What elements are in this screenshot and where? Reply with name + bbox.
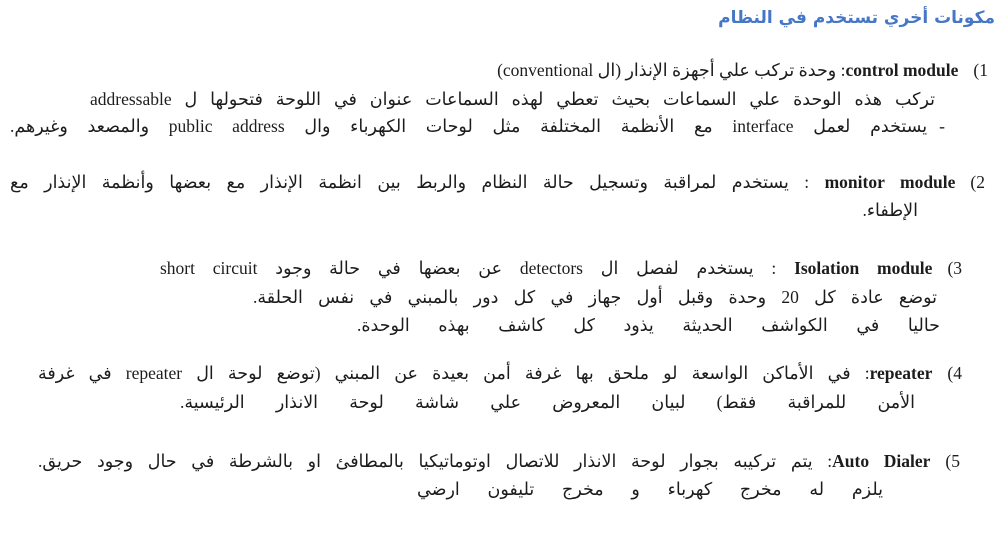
item-5-term: Auto Dialer: [832, 451, 931, 471]
item-4-continuation-line: الأمن للمراقبة فقط) لبيان المعروض علي شاشة لوحة الانذار الرئيسية.: [180, 392, 915, 412]
item-4-text: : في الأماكن الواسعة لو ملحق بها غرفة أمن بعيدة عن المبني (توضع لوحة ال repeater في غرفة: [38, 363, 870, 383]
item-3-continuation-line: توضع عادة كل 20 وحدة وقبل أول جهاز في كل دور بالمبني في نفس الحلقة.: [253, 287, 937, 307]
item-4-number: (4: [947, 363, 962, 383]
document-title: مكونات أخري تستخدم في النظام: [718, 8, 995, 28]
item-1-heading-line: [497, 58, 988, 82]
item-1-text: : وحدة تركب علي أجهزة الإنذار (ال conventional): [497, 60, 846, 80]
item-3-text: : يستخدم لفصل ال detectors عن بعضها في حالة وجود short circuit: [160, 258, 795, 278]
item-2-term: monitor module: [824, 172, 956, 192]
item-4-heading-line: [38, 361, 962, 385]
item-2-heading-line: [10, 170, 985, 194]
item-1-bullet-line: [10, 114, 945, 138]
item-1-term: control module: [845, 60, 959, 80]
item-3-continuation-line-2: حاليا في الكواشف الحديثة يذود كل كاشف بهذه الوحدة.: [357, 315, 940, 335]
item-2-text: : يستخدم لمراقبة وتسجيل حالة النظام والربط بين انظمة الإنذار مع بعضها وأنظمة الإنذار مع: [10, 172, 825, 192]
item-2-continuation-line: الإطفاء.: [862, 200, 918, 220]
item-5-text: : يتم تركيبه بجوار لوحة الانذار للاتصال اوتوماتيكيا بالمطافئ او بالشرطة في حال وجود حريق.: [38, 451, 833, 471]
item-4-term: repeater: [869, 363, 933, 383]
item-5-number: (5: [945, 451, 960, 471]
item-1-continuation-line: تركب هذه الوحدة علي السماعات بحيث تعطي لهذه السماعات عنوان في اللوحة فتحولها ل addressable: [90, 89, 935, 109]
item-5-continuation-line: يلزم له مخرج كهرباء و مخرج تليفون ارضي: [417, 479, 883, 499]
item-3-term: Isolation module: [794, 258, 933, 278]
item-5-heading-line: [38, 449, 960, 473]
item-1-number: (1: [973, 60, 988, 80]
item-1-bullet-text: يستخدم لعمل interface مع الأنظمة المختلفة مثل لوحات الكهرباء وال public address والمصعد وغيرهم.: [10, 116, 928, 136]
item-2-number: (2: [970, 172, 985, 192]
item-3-heading-line: [160, 256, 962, 280]
dash-marker: -: [939, 116, 945, 136]
item-3-number: (3: [947, 258, 963, 278]
